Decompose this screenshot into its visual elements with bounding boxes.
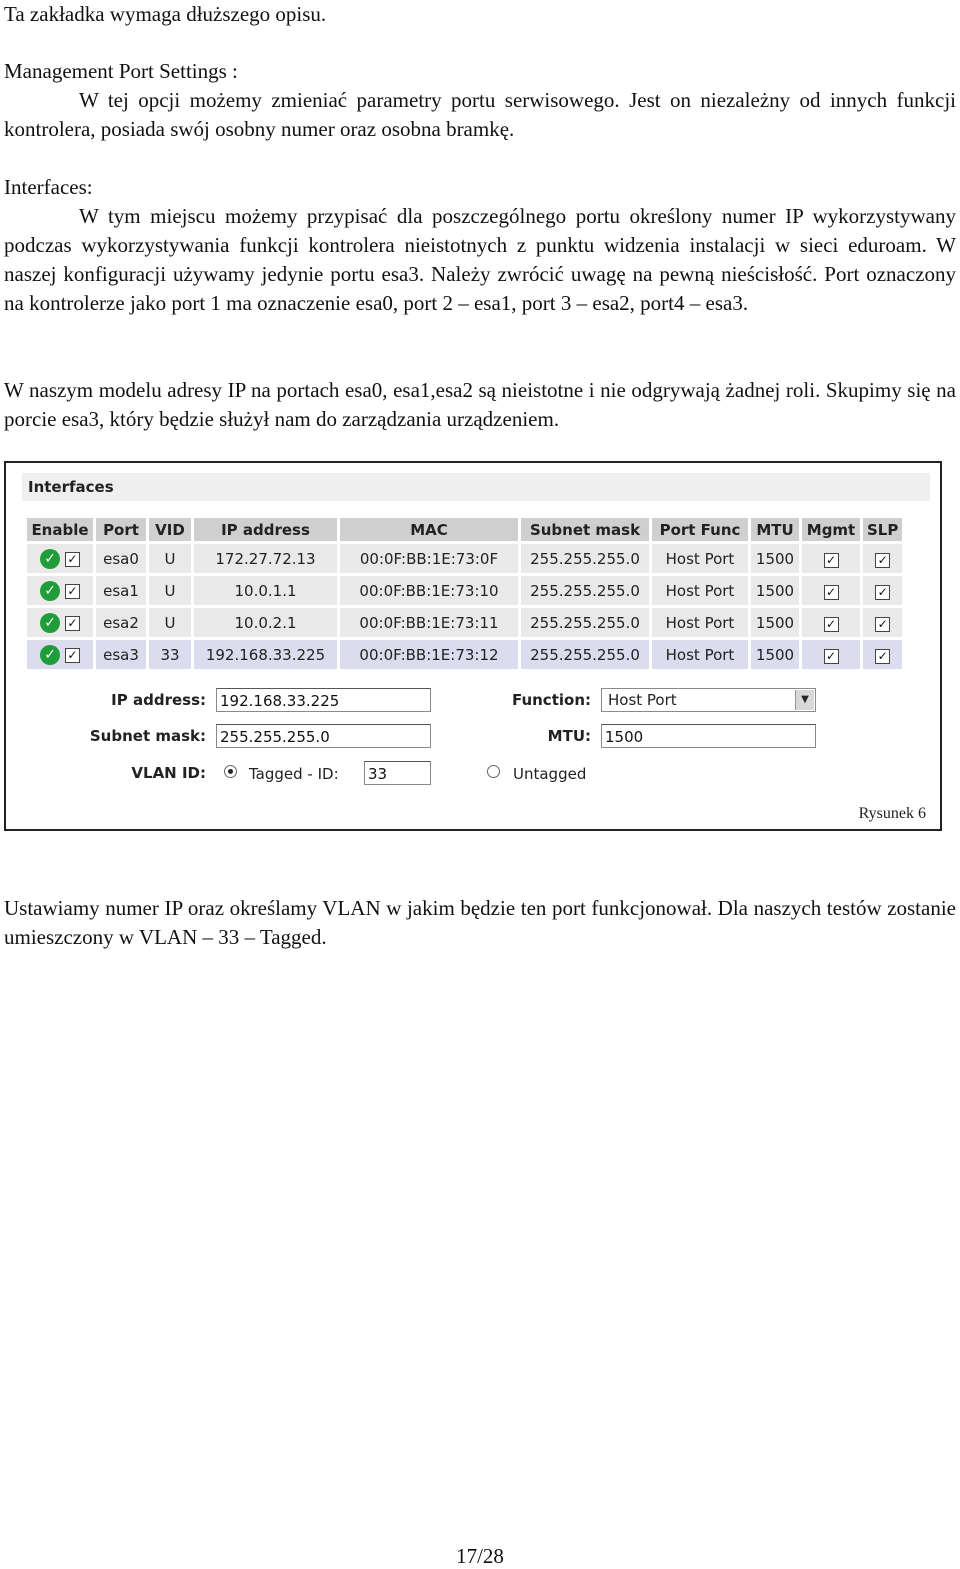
table-header-row [27,518,902,541]
tagged-id-input[interactable]: 33 [364,761,431,785]
subnet-mask-label: Subnet mask: [89,727,206,745]
col-subnet-mask: Subnet mask [521,518,649,541]
enabled-check-icon: ✓ ✓ [27,576,93,605]
mgmt-checkbox[interactable]: ✓ [824,617,839,632]
vid-cell: U [149,544,191,573]
mask-cell: 255.255.255.0 [521,608,649,637]
mgmt-cell [802,608,860,637]
function-select[interactable] [601,688,816,712]
enable-checkbox[interactable]: ✓ [65,552,80,567]
interfaces-panel-title: Interfaces [22,473,930,501]
vid-cell: U [149,576,191,605]
page-number: 17/28 [456,1544,504,1568]
port-func-cell: Host Port [652,576,748,605]
enable-checkbox[interactable]: ✓ [65,648,80,663]
port-cell: esa2 [96,608,146,637]
mac-cell: 00:0F:BB:1E:73:0F [340,544,518,573]
mac-cell: 00:0F:BB:1E:73:11 [340,608,518,637]
table-row[interactable] [27,608,902,637]
slp-cell [863,544,902,573]
col-ip-address: IP address [194,518,337,541]
model-text: W naszym modelu adresy IP na portach esa0, esa1,esa2 są nieistotne i nie odgrywają żadnej roli. Skupimy się na porcie esa3, który będzie służył nam do zarządzania urządzeniem. [4,378,956,431]
mtu-input[interactable]: 1500 [601,724,816,748]
port-cell: esa3 [96,640,146,669]
mtu-cell: 1500 [751,544,799,573]
mgmt-checkbox[interactable]: ✓ [824,553,839,568]
enabled-check-icon: ✓ ✓ [27,640,93,669]
port-func-cell: Host Port [652,640,748,669]
port-func-cell: Host Port [652,544,748,573]
management-heading: Management Port Settings : [4,59,238,83]
vlan-id-label: VLAN ID: [131,764,206,782]
vid-cell: 33 [149,640,191,669]
vid-cell: U [149,608,191,637]
interfaces-table [24,515,905,672]
col-mtu: MTU [751,518,799,541]
mgmt-cell [802,544,860,573]
function-select-value: Host Port [608,691,677,709]
slp-checkbox[interactable]: ✓ [875,617,890,632]
untagged-label: Untagged [513,765,587,783]
untagged-radio[interactable] [487,765,500,778]
enabled-check-icon: ✓ ✓ [27,544,93,573]
closing-text: Ustawiamy numer IP oraz określamy VLAN w jakim będzie ten port funkcjonował. Dla naszych testów zostanie umieszczony w VLAN – 33 – Tagged. [4,896,956,949]
mac-cell: 00:0F:BB:1E:73:10 [340,576,518,605]
mask-cell: 255.255.255.0 [521,640,649,669]
subnet-mask-input[interactable]: 255.255.255.0 [216,724,431,748]
interfaces-heading: Interfaces: [4,175,93,199]
management-text: W tej opcji możemy zmieniać parametry portu serwisowego. Jest on niezależny od innych funkcji kontrolera, posiada swój osobny numer oraz osobna bramkę. [4,88,956,141]
slp-cell [863,576,902,605]
table-row[interactable] [27,544,902,573]
ip-cell: 10.0.1.1 [194,576,337,605]
enable-checkbox[interactable]: ✓ [65,616,80,631]
mask-cell: 255.255.255.0 [521,576,649,605]
slp-cell [863,608,902,637]
interfaces-screenshot-figure [4,461,942,831]
chevron-down-icon[interactable]: ▼ [795,690,814,710]
mgmt-cell [802,640,860,669]
mask-cell: 255.255.255.0 [521,544,649,573]
col-vid: VID [149,518,191,541]
ip-cell: 10.0.2.1 [194,608,337,637]
interfaces-text: W tym miejscu możemy przypisać dla poszczególnego portu określony numer IP wykorzystywany podczas wykorzystywania funkcji kontrolera nieistotnych z punktu widzenia instalacji w sieci eduroam. W naszej konfiguracji używamy jedynie portu esa3. Należy zwrócić uwagę na pewną nieścisłość. Port oznaczony na kontrolerze jako port 1 ma oznaczenie esa0, port 2 – esa1, port 3 – esa2, port4 – esa3. [4,204,956,315]
ip-address-input[interactable]: 192.168.33.225 [216,688,431,712]
table-row[interactable] [27,576,902,605]
slp-checkbox[interactable]: ✓ [875,649,890,664]
slp-checkbox[interactable]: ✓ [875,585,890,600]
intro-text: Ta zakładka wymaga dłuższego opisu. [4,2,327,26]
mtu-cell: 1500 [751,576,799,605]
col-slp: SLP [863,518,902,541]
function-label: Function: [511,691,591,709]
col-mac: MAC [340,518,518,541]
mgmt-cell [802,576,860,605]
col-mgmt: Mgmt [802,518,860,541]
port-cell: esa1 [96,576,146,605]
ip-cell: 192.168.33.225 [194,640,337,669]
col-enable: Enable [27,518,93,541]
enabled-check-icon: ✓ ✓ [27,608,93,637]
port-cell: esa0 [96,544,146,573]
tagged-radio[interactable] [224,765,237,778]
ip-cell: 172.27.72.13 [194,544,337,573]
table-row-selected[interactable] [27,640,902,669]
mgmt-checkbox[interactable]: ✓ [824,585,839,600]
mtu-cell: 1500 [751,608,799,637]
figure-caption: Rysunek 6 [858,805,926,822]
ip-address-label: IP address: [111,691,206,709]
slp-checkbox[interactable]: ✓ [875,553,890,568]
col-port: Port [96,518,146,541]
tagged-label: Tagged - ID: [249,765,339,783]
mtu-label: MTU: [547,727,591,745]
enable-checkbox[interactable]: ✓ [65,584,80,599]
mac-cell: 00:0F:BB:1E:73:12 [340,640,518,669]
mgmt-checkbox[interactable]: ✓ [824,649,839,664]
slp-cell [863,640,902,669]
col-port-func: Port Func [652,518,748,541]
mtu-cell: 1500 [751,640,799,669]
port-func-cell: Host Port [652,608,748,637]
